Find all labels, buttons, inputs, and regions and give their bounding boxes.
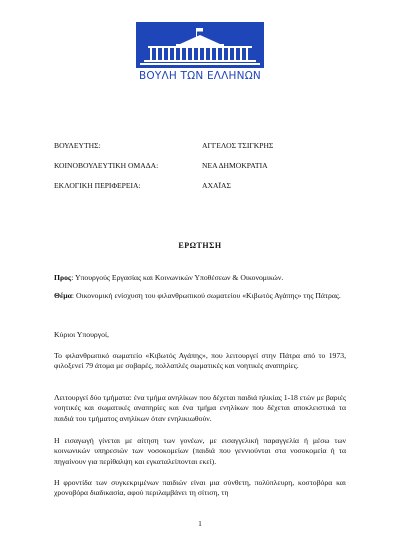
meta-row-district — [54, 181, 231, 190]
subject — [54, 291, 346, 301]
subject-label: Θέμα — [54, 291, 72, 300]
meta-value: ΑΧΑΪΑΣ — [202, 181, 231, 190]
meta-label: ΕΚΛΟΓΙΚΗ ΠΕΡΙΦΕΡΕΙΑ: — [54, 181, 141, 190]
parliament-logo — [136, 22, 264, 82]
meta-row-party — [54, 161, 268, 170]
meta-row-mp — [54, 141, 274, 150]
meta-value: ΑΓΓΕΛΟΣ ΤΣΙΓΚΡΗΣ — [202, 141, 274, 150]
addressee — [54, 273, 346, 283]
parliament-building-icon — [136, 22, 264, 68]
subject-text: : Οικονομική ενίσχυση του φιλανθρωπικού σωματείου «Κιβωτός Αγάπης» της Πάτρας. — [71, 291, 341, 300]
meta-label: ΚΟΙΝΟΒΟΥΛΕΥΤΙΚΗ ΟΜΑΔΑ: — [54, 161, 159, 170]
body-paragraph-1: Το φιλανθρωπικό σωματείο «Κιβωτός Αγάπης», που λειτουργεί στην Πάτρα από το 1973, φιλοξενεί 79 άτομα με σοβαρές, πολλαπλές σωματικές και νοητικές αναπηρίες. — [54, 351, 346, 371]
page-number: 1 — [198, 519, 202, 528]
parliament-building-emblem — [136, 22, 264, 68]
addressee-text: : Υπουργούς Εργασίας και Κοινωνικών Υποθέσεων & Οικονομικών. — [71, 273, 284, 282]
salutation: Κύριοι Υπουργοί, — [54, 330, 109, 339]
body-paragraph-4: Η φροντίδα των συγκεκριμένων παιδιών είναι μια σύνθετη, πολύπλευρη, κοστοβόρα και χρονοβόρα διαδικασία, αφού περιλαμβάνει τη σίτιση, τη — [54, 478, 346, 498]
addressee-label: Προς — [54, 273, 72, 282]
logo-caption: ΒΟΥΛΗ ΤΩΝ ΕΛΛΗΝΩΝ — [139, 70, 261, 82]
meta-value: ΝΕΑ ΔΗΜΟΚΡΑΤΙΑ — [202, 161, 268, 170]
body-paragraph-2: Λειτουργεί δύο τμήματα: ένα τμήμα ανηλίκων που δέχεται παιδιά ηλικίας 1-18 ετών με βαριές νοητικές και σωματικές αναπηρίες και ένα τμήμα ενηλίκων που δέχεται αποκλειστικά τα παιδιά του τμήματος ανηλίκων όταν ενηλικιωθούν. — [54, 393, 346, 423]
body-paragraph-3: Η εισαγωγή γίνεται με αίτηση των γονέων, με εισαγγελική παραγγελία ή μέσω των κοινωνικών υπηρεσιών των νοσοκομείων (παιδιά που γεννιούνται στα νοσοκομεία ή τα πηγαίνουν για περίθαλψη και εγκαταλείπονται εκεί). — [54, 436, 346, 466]
meta-label: ΒΟΥΛΕΥΤΗΣ: — [54, 141, 101, 150]
document-heading: ΕΡΩΤΗΣΗ — [178, 241, 222, 250]
